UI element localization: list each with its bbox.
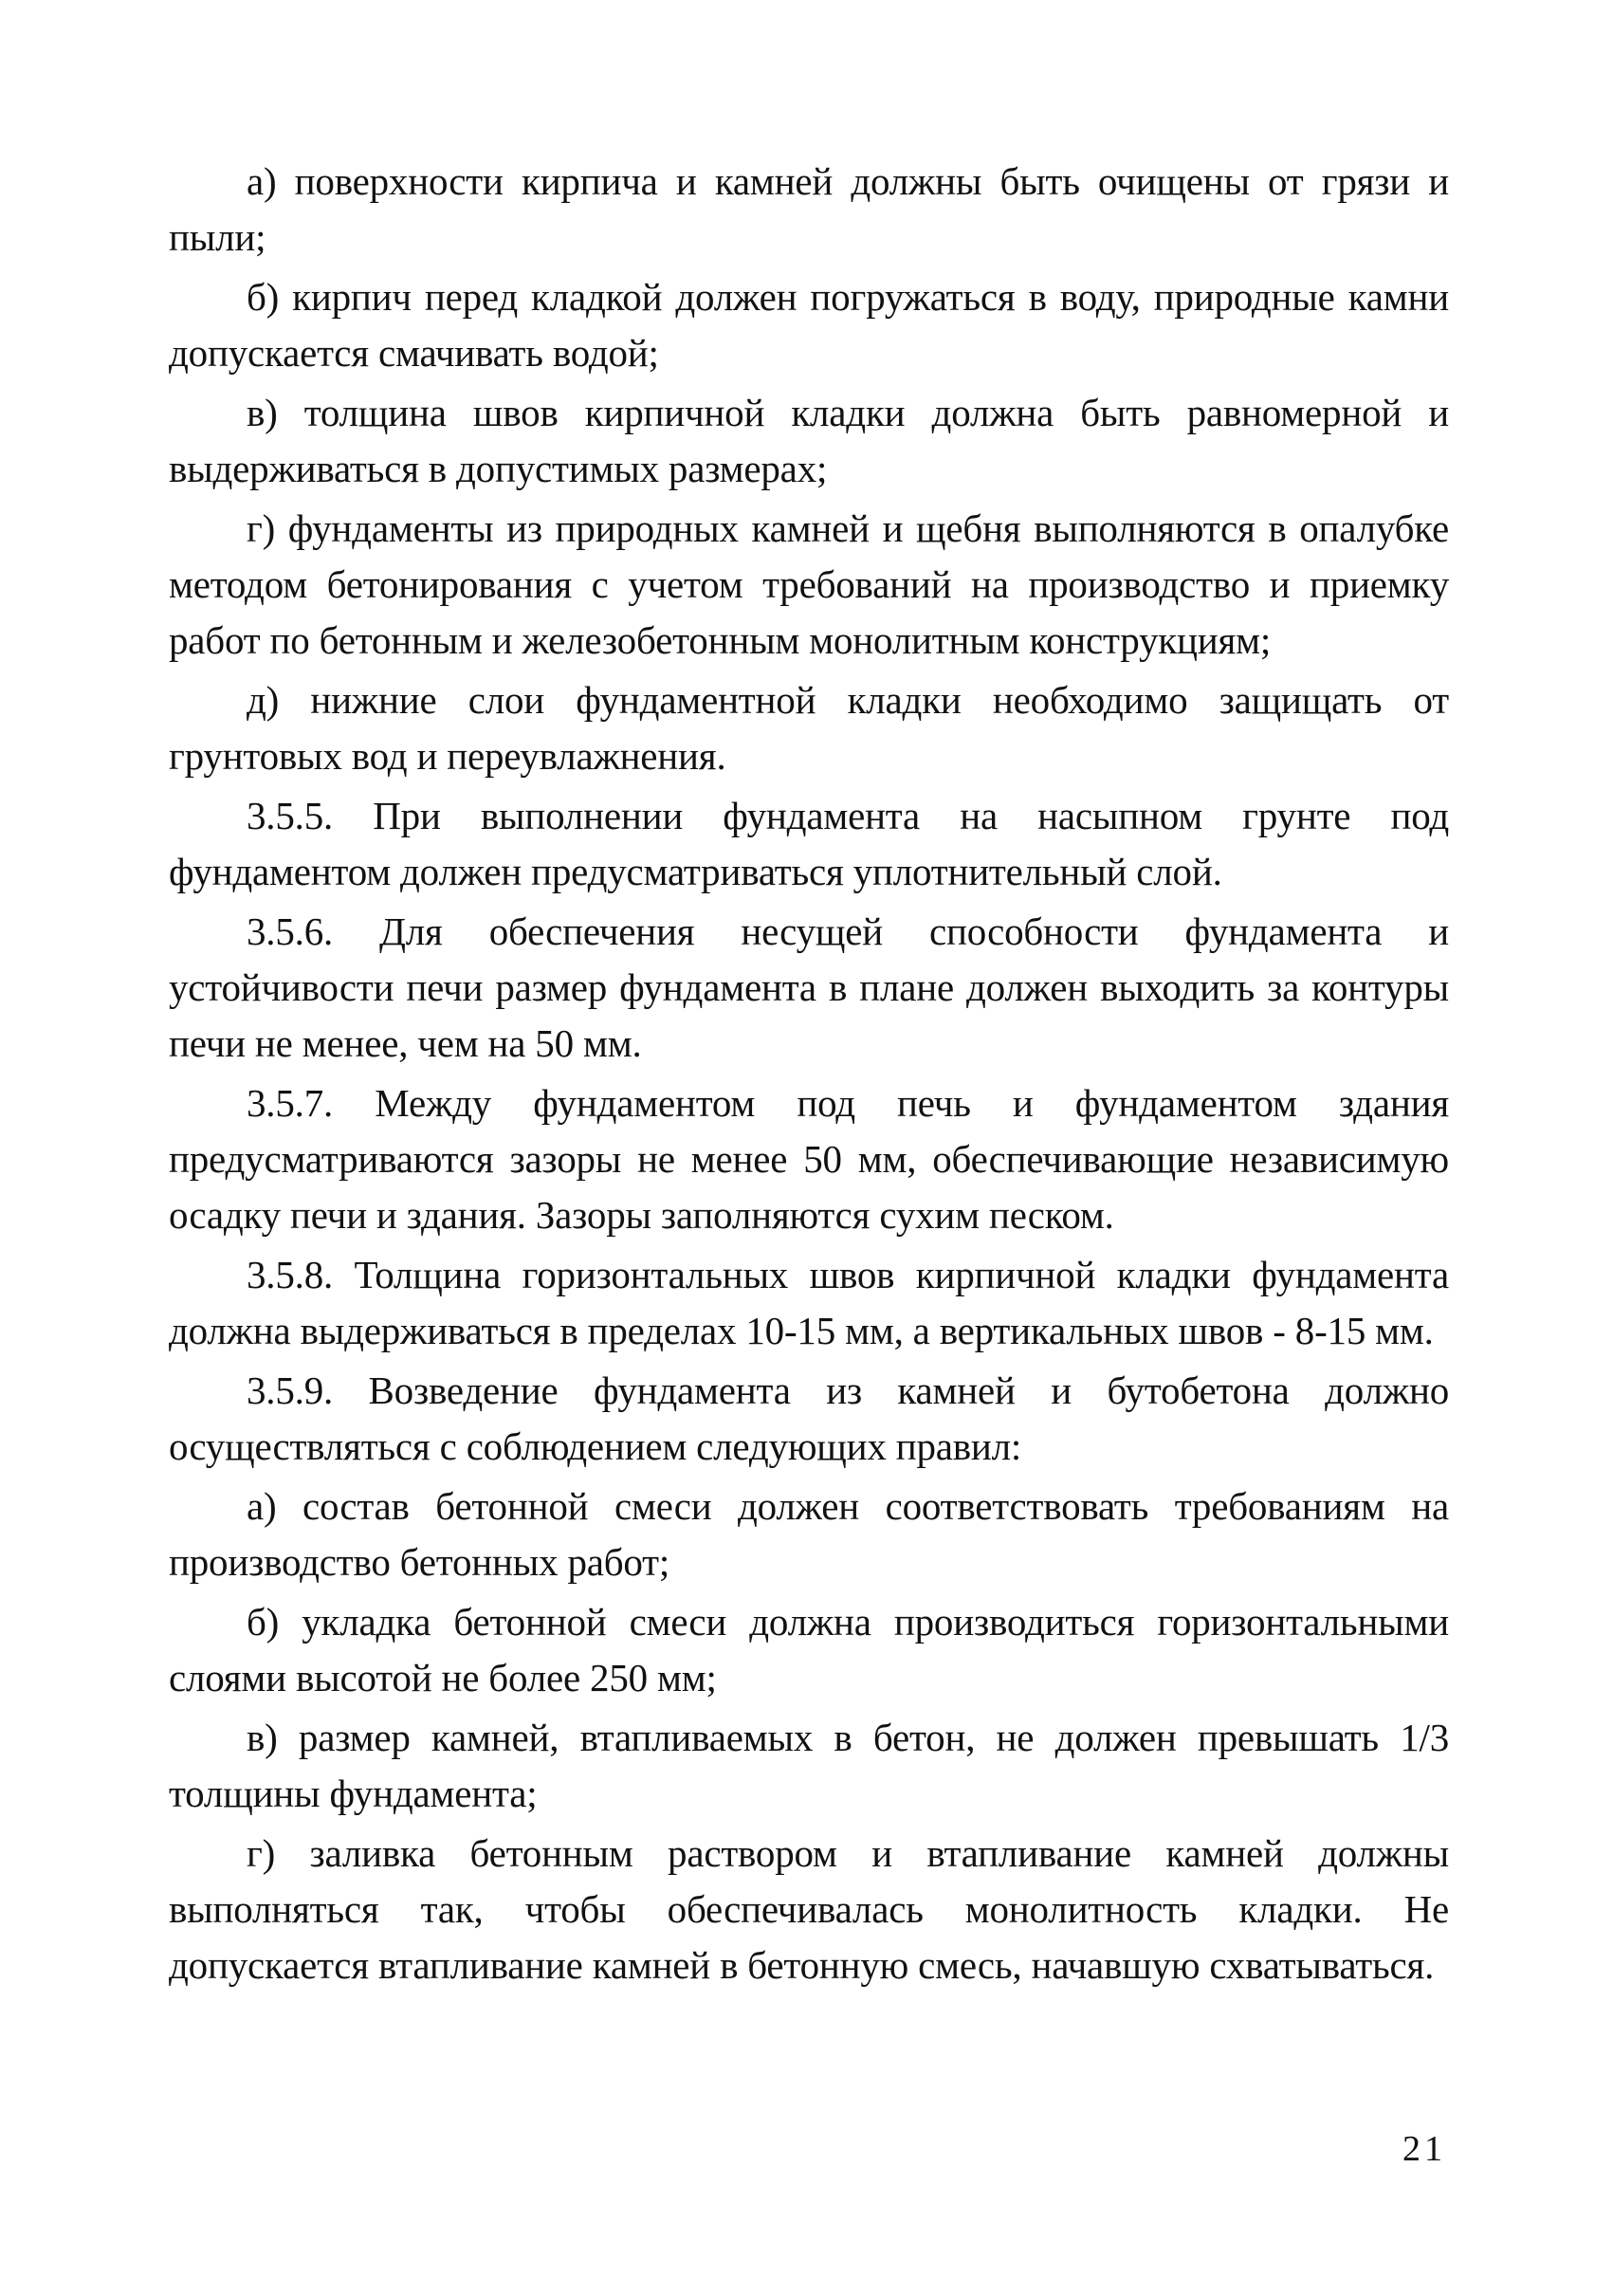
paragraph-section-3-5-9: 3.5.9. Возведение фундамента из камней и бутобетона должно осуществляться с соблюдением следующих правил: [169,1368,1449,1468]
paragraph-section-3-5-5: 3.5.5. При выполнении фундамента на насыпном грунте под фундаментом должен предусматриваться уплотнительный слой. [169,794,1449,893]
page-number: 21 [1402,2129,1446,2169]
paragraph-rule-v-stone-size: в) размер камней, втапливаемых в бетон, не должен превышать 1/3 толщины фундамента; [169,1716,1449,1815]
paragraph-clause-b-brick-soaking: б) кирпич перед кладкой должен погружаться в воду, природные камни допускается смачивать водой; [169,275,1449,375]
paragraph-rule-g-pouring: г) заливка бетонным раствором и втапливание камней должны выполняться так, чтобы обеспечивалась монолитность кладки. Не допускается втапливание камней в бетонную смесь, начавшую схватываться. [169,1831,1449,1987]
paragraph-section-3-5-7: 3.5.7. Между фундаментом под печь и фундаментом здания предусматриваются зазоры не менее 50 мм, обеспечивающие независимую осадку печи и здания. Зазоры заполняются сухим песком. [169,1081,1449,1237]
paragraph-clause-d-lower-layers: д) нижние слои фундаментной кладки необходимо защищать от грунтовых вод и переувлажнения. [169,678,1449,778]
paragraph-clause-a-surfaces: а) поверхности кирпича и камней должны быть очищены от грязи и пыли; [169,159,1449,259]
paragraph-clause-v-joint-thickness: в) толщина швов кирпичной кладки должна быть равномерной и выдерживаться в допустимых размерах; [169,391,1449,490]
paragraph-section-3-5-6: 3.5.6. Для обеспечения несущей способности фундамента и устойчивости печи размер фундамента в плане должен выходить за контуры печи не менее, чем на 50 мм. [169,909,1449,1065]
paragraph-clause-g-stone-foundations: г) фундаменты из природных камней и щебня выполняются в опалубке методом бетонирования с учетом требований на производство и приемку работ по бетонным и железобетонным монолитным конструкциям; [169,506,1449,662]
paragraph-rule-b-layer-placement: б) укладка бетонной смеси должна производиться горизонтальными слоями высотой не более 250 мм; [169,1600,1449,1699]
body-text [169,154,1449,1997]
paragraph-rule-a-concrete-mix: а) состав бетонной смеси должен соответствовать требованиям на производство бетонных работ; [169,1484,1449,1584]
paragraph-section-3-5-8: 3.5.8. Толщина горизонтальных швов кирпичной кладки фундамента должна выдерживаться в пределах 10-15 мм, а вертикальных швов - 8-15 мм. [169,1253,1449,1352]
